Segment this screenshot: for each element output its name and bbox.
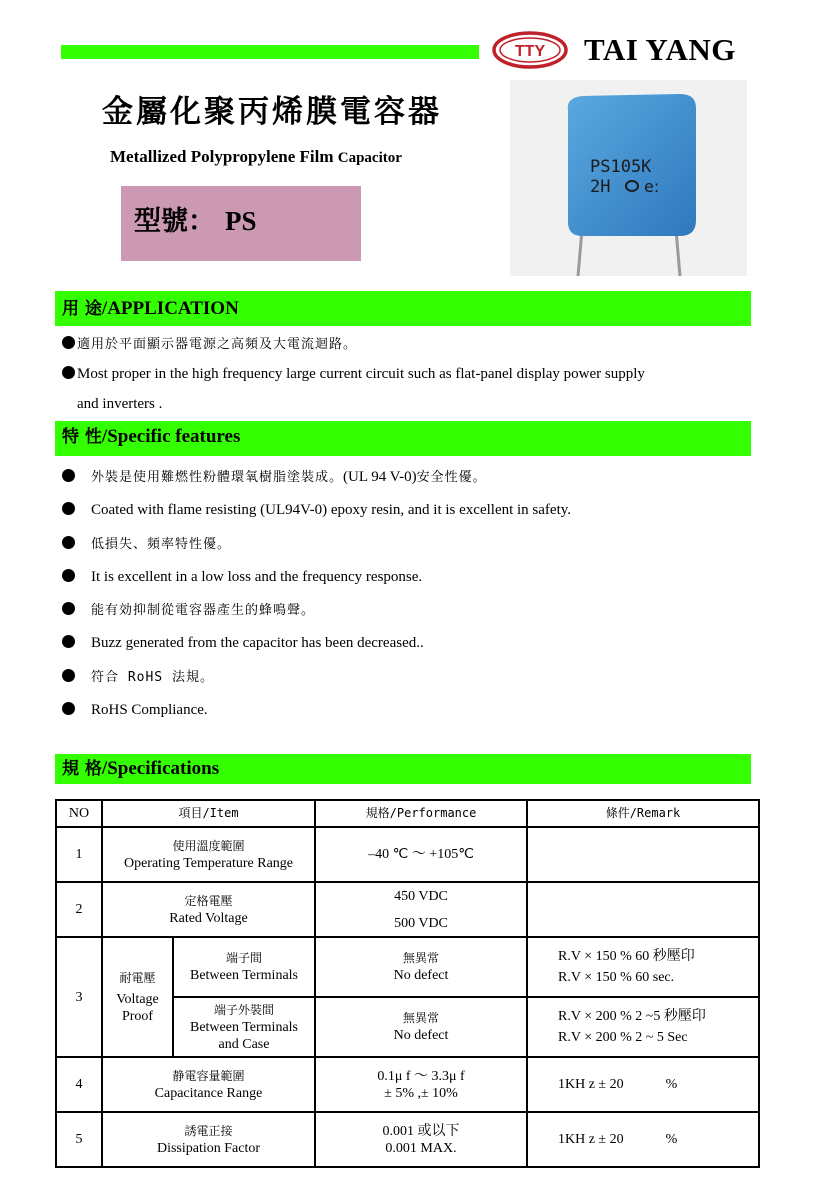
item-en: Operating Temperature Range (123, 855, 294, 871)
remark-line-1: R.V × 200 % 2 ~5 秒壓印 (558, 1009, 706, 1024)
row-no: 2 (56, 882, 102, 937)
feature-text-zh: 能有効抑制從電容器產生的蜂鳴聲。 (91, 603, 316, 618)
logo-text: TTY (514, 43, 546, 60)
perf-line-1: 0.1μ f ～ 3.3μ f (377, 1068, 465, 1084)
row-remark: 1KH z ± 20 % (527, 1057, 759, 1112)
bullet-icon (62, 569, 75, 582)
column-header-remark: 條件/Remark (527, 800, 759, 827)
row-item (102, 1057, 315, 1112)
row-performance (315, 1057, 527, 1112)
specifications-heading (62, 751, 219, 787)
row-group (102, 937, 173, 1057)
perf-line-2: 500 VDC (394, 915, 448, 931)
feature-item (62, 699, 208, 721)
feature-text-zh: 低損失、頻率特性優。 (91, 537, 232, 552)
application-text-zh: 適用於平面顯示器電源之高頻及大電流迴路。 (77, 337, 358, 352)
title-english-main: Metallized Polypropylene Film (110, 147, 334, 166)
application-line-en-2: and inverters . (77, 396, 163, 412)
feature-text-zh-tail: 安全性優。 (416, 470, 487, 485)
perf-zh: 無異常 (402, 951, 439, 965)
column-header-performance: 規格/Performance (315, 800, 527, 827)
feature-text-en: Buzz generated from the capacitor has been decreased.. (91, 635, 424, 651)
table-row (56, 882, 759, 937)
svg-text:e:: e: (644, 177, 660, 196)
item-zh: 使用溫度範圍 (172, 838, 245, 853)
application-text-en-1: Most proper in the high frequency large current circuit such as flat-panel display power supply (77, 366, 645, 382)
feature-item (62, 499, 571, 521)
feature-text-en: (UL 94 V-0) (343, 469, 417, 485)
perf-line-2: ± 5% ,± 10% (384, 1085, 458, 1101)
column-header-item: 項目/Item (102, 800, 315, 827)
application-heading-zh: 用 途 (62, 299, 102, 319)
perf-zh: 無異常 (402, 1011, 439, 1025)
bullet-icon (62, 635, 75, 648)
model-label-text: 型號： (134, 206, 215, 237)
item-en: Rated Voltage (169, 910, 248, 926)
row-performance (315, 1112, 527, 1167)
feature-item (62, 533, 231, 556)
header-green-bar (61, 45, 479, 59)
remark-line-2: R.V × 200 % 2 ~ 5 Sec (558, 1030, 688, 1045)
features-heading (62, 419, 240, 455)
specifications-table (55, 799, 760, 1168)
row-no: 5 (56, 1112, 102, 1167)
application-heading (62, 291, 239, 327)
brand-name: TAI YANG (584, 32, 736, 67)
table-row (56, 1112, 759, 1167)
bullet-icon (62, 502, 75, 515)
row-remark (527, 937, 759, 997)
column-header-no: NO (56, 800, 102, 827)
photo-marking-1: PS105K (590, 157, 652, 177)
bullet-icon (62, 702, 75, 715)
row-subitem (173, 997, 315, 1057)
row-item (102, 882, 315, 937)
specifications-heading-en: /Specifications (101, 758, 220, 779)
perf-line-2: 0.001 MAX. (385, 1140, 457, 1156)
table-row (56, 937, 759, 997)
table-row (56, 1057, 759, 1112)
bullet-icon (62, 469, 75, 482)
bullet-icon (62, 366, 75, 379)
item-zh: 静電容量範圍 (172, 1068, 245, 1083)
item-en: Dissipation Factor (156, 1140, 261, 1156)
feature-text-zh: 符合 RoHS 法規。 (91, 670, 214, 685)
feature-item (62, 466, 487, 489)
group-en-2: Proof (121, 1008, 154, 1024)
application-heading-en: /APPLICATION (101, 298, 239, 319)
subitem-en: Between Terminals (189, 968, 298, 983)
perf-line-1: 450 VDC (394, 888, 448, 904)
feature-text-en: RoHS Compliance. (91, 702, 208, 718)
specifications-heading-zh: 規 格 (62, 759, 102, 779)
bullet-icon (62, 669, 75, 682)
photo-marking-2: 2H (590, 177, 611, 197)
subitem-en-1: Between Terminals (189, 1019, 298, 1035)
feature-item (62, 666, 214, 689)
feature-text-en: It is excellent in a low loss and the frequency response. (91, 569, 423, 585)
table-row (56, 827, 759, 882)
title-english (110, 146, 402, 169)
row-performance (315, 937, 527, 997)
feature-item (62, 599, 315, 622)
perf-en: No defect (393, 1028, 449, 1043)
row-no: 4 (56, 1057, 102, 1112)
bullet-icon (62, 602, 75, 615)
row-no: 3 (56, 937, 102, 1057)
group-en-1: Voltage (116, 991, 159, 1007)
feature-text-en: Coated with flame resisting (UL94V-0) epoxy resin, and it is excellent in safety. (91, 502, 572, 518)
row-remark: 1KH z ± 20 % (527, 1112, 759, 1167)
perf-line-1: 0.001 或以下 (382, 1123, 460, 1139)
row-performance: –40 ℃ ～ +105℃ (315, 827, 527, 882)
row-remark (527, 827, 759, 882)
features-heading-en: /Specific features (101, 426, 241, 447)
row-remark (527, 997, 759, 1057)
table-header-row (56, 800, 759, 827)
capacitor-photo (510, 80, 747, 276)
row-subitem (173, 937, 315, 997)
item-en: Capacitance Range (154, 1085, 263, 1101)
application-line-en (62, 363, 645, 385)
row-remark (527, 882, 759, 937)
subitem-zh: 端子外裝間 (213, 1002, 274, 1017)
remark-line-2: R.V × 150 % 60 sec. (558, 970, 675, 985)
row-item (102, 1112, 315, 1167)
row-no: 1 (56, 827, 102, 882)
bullet-icon (62, 536, 75, 549)
application-line-zh (62, 333, 357, 356)
feature-item (62, 566, 422, 588)
features-heading-zh: 特 性 (62, 427, 102, 447)
group-zh: 耐電壓 (119, 970, 156, 985)
model-value: PS (225, 206, 257, 236)
feature-text-zh: 外裝是使用難燃性粉體環氧樹脂塗裝成。 (91, 470, 344, 485)
bullet-icon (62, 336, 75, 349)
item-zh: 定格電壓 (184, 893, 233, 908)
item-zh: 誘電正接 (184, 1123, 233, 1138)
subitem-zh: 端子間 (225, 951, 262, 965)
tty-logo-icon (492, 30, 568, 70)
perf-en: No defect (393, 968, 449, 983)
remark-line-1: R.V × 150 % 60 秒壓印 (558, 949, 695, 964)
title-english-suffix: Capacitor (337, 150, 402, 166)
row-performance (315, 882, 527, 937)
title-chinese: 金屬化聚丙烯膜電容器 (102, 94, 442, 130)
row-performance (315, 997, 527, 1057)
row-item (102, 827, 315, 882)
model-label (134, 201, 257, 242)
subitem-en-2: and Case (218, 1036, 270, 1052)
feature-item (62, 632, 424, 654)
